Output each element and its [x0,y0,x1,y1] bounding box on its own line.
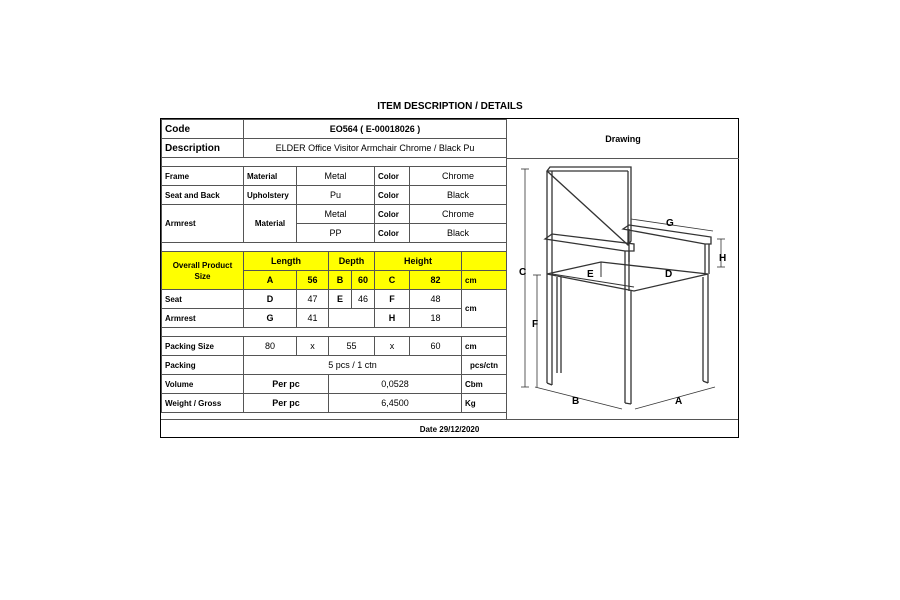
value-f: 48 [410,290,462,309]
frame-color: Chrome [410,167,507,186]
chair-left-arm [545,234,634,251]
height-header: Height [375,252,462,271]
overall-unit-blank [462,252,507,271]
seat-back-material: Pu [297,186,375,205]
letter-a: A [244,271,297,290]
frame-material: Metal [297,167,375,186]
dim-c-letter: C [519,267,527,278]
drawing-label: Drawing [506,119,739,159]
armrest-dims-blank [329,309,375,328]
chair-drawing-svg [507,159,740,419]
letter-h: H [375,309,410,328]
dim-f-letter: F [532,319,539,330]
value-h: 18 [410,309,462,328]
packing-label: Packing [162,356,244,375]
divider [162,328,507,337]
seat-back-row [162,186,507,205]
frame-color-label: Color [375,167,410,186]
dimension-letters [519,218,726,407]
packing-size-row [162,337,507,356]
letter-e: E [329,290,352,309]
length-header: Length [244,252,329,271]
frame-material-label: Material [244,167,297,186]
description-row [162,139,507,158]
armrest-color-label-2: Color [375,224,410,243]
packing-size-x2: x [375,337,410,356]
description-label: Description [162,139,244,158]
letter-f: F [375,290,410,309]
date-footer: Date 29/12/2020 [161,419,738,439]
volume-value: 0,0528 [329,375,462,394]
armrest-color-label-1: Color [375,205,410,224]
chair-seat [547,262,708,291]
overall-unit: cm [462,271,507,290]
armrest-material-2: PP [297,224,375,243]
letter-c: C [375,271,410,290]
dim-a-letter: A [675,396,683,407]
weight-row [162,394,507,413]
chair-backrest [547,167,631,245]
packing-size-label: Packing Size [162,337,244,356]
seat-back-material-label: Upholstery [244,186,297,205]
armrest-color-1: Chrome [410,205,507,224]
overall-header-row [162,252,507,271]
letter-g: G [244,309,297,328]
value-e: 46 [352,290,375,309]
letter-d: D [244,290,297,309]
weight-per: Per pc [244,394,329,413]
packing-size-unit: cm [462,337,507,356]
dim-d-letter: D [665,269,673,280]
depth-header: Depth [329,252,375,271]
spec-table [161,119,507,413]
overall-size-label: Overall Product Size [162,252,244,290]
divider [162,158,507,167]
armrest-color-2: Black [410,224,507,243]
chair-outline [545,167,711,404]
seat-dims-label: Seat [162,290,244,309]
armrest-dims-label: Armrest [162,309,244,328]
weight-label: Weight / Gross [162,394,244,413]
frame-label: Frame [162,167,244,186]
seat-back-label: Seat and Back [162,186,244,205]
packing-row [162,356,507,375]
armrest-material-label: Material [244,205,297,243]
armrest-dims-row [162,309,507,328]
volume-row [162,375,507,394]
packing-size-w: 55 [329,337,375,356]
dim-g-letter: G [666,218,674,229]
chair-drawing [506,159,739,419]
dims-unit: cm [462,290,507,328]
code-row [162,120,507,139]
armrest-label: Armrest [162,205,244,243]
packing-size-x1: x [297,337,329,356]
packing-size-h: 60 [410,337,462,356]
value-g: 41 [297,309,329,328]
code-value: EO564 ( E-00018026 ) [244,120,507,139]
seat-back-color-label: Color [375,186,410,205]
dim-b-letter: B [572,396,580,407]
code-label: Code [162,120,244,139]
description-value: ELDER Office Visitor Armchair Chrome / Black Pu [244,139,507,158]
packing-unit: pcs/ctn [462,356,507,375]
dim-e-letter: E [587,269,594,280]
armrest-material-1: Metal [297,205,375,224]
dim-h-letter: H [719,253,727,264]
value-b: 60 [352,271,375,290]
armrest-material-row-1 [162,205,507,224]
divider [162,243,507,252]
frame-row [162,167,507,186]
packing-size-l: 80 [244,337,297,356]
spec-sheet [160,118,739,438]
value-c: 82 [410,271,462,290]
value-d: 47 [297,290,329,309]
volume-per: Per pc [244,375,329,394]
volume-label: Volume [162,375,244,394]
value-a: 56 [297,271,329,290]
page-title: ITEM DESCRIPTION / DETAILS [377,101,523,112]
seat-dims-row [162,290,507,309]
seat-back-color: Black [410,186,507,205]
weight-unit: Kg [462,394,507,413]
volume-unit: Cbm [462,375,507,394]
weight-value: 6,4500 [329,394,462,413]
packing-value: 5 pcs / 1 ctn [244,356,462,375]
letter-b: B [329,271,352,290]
